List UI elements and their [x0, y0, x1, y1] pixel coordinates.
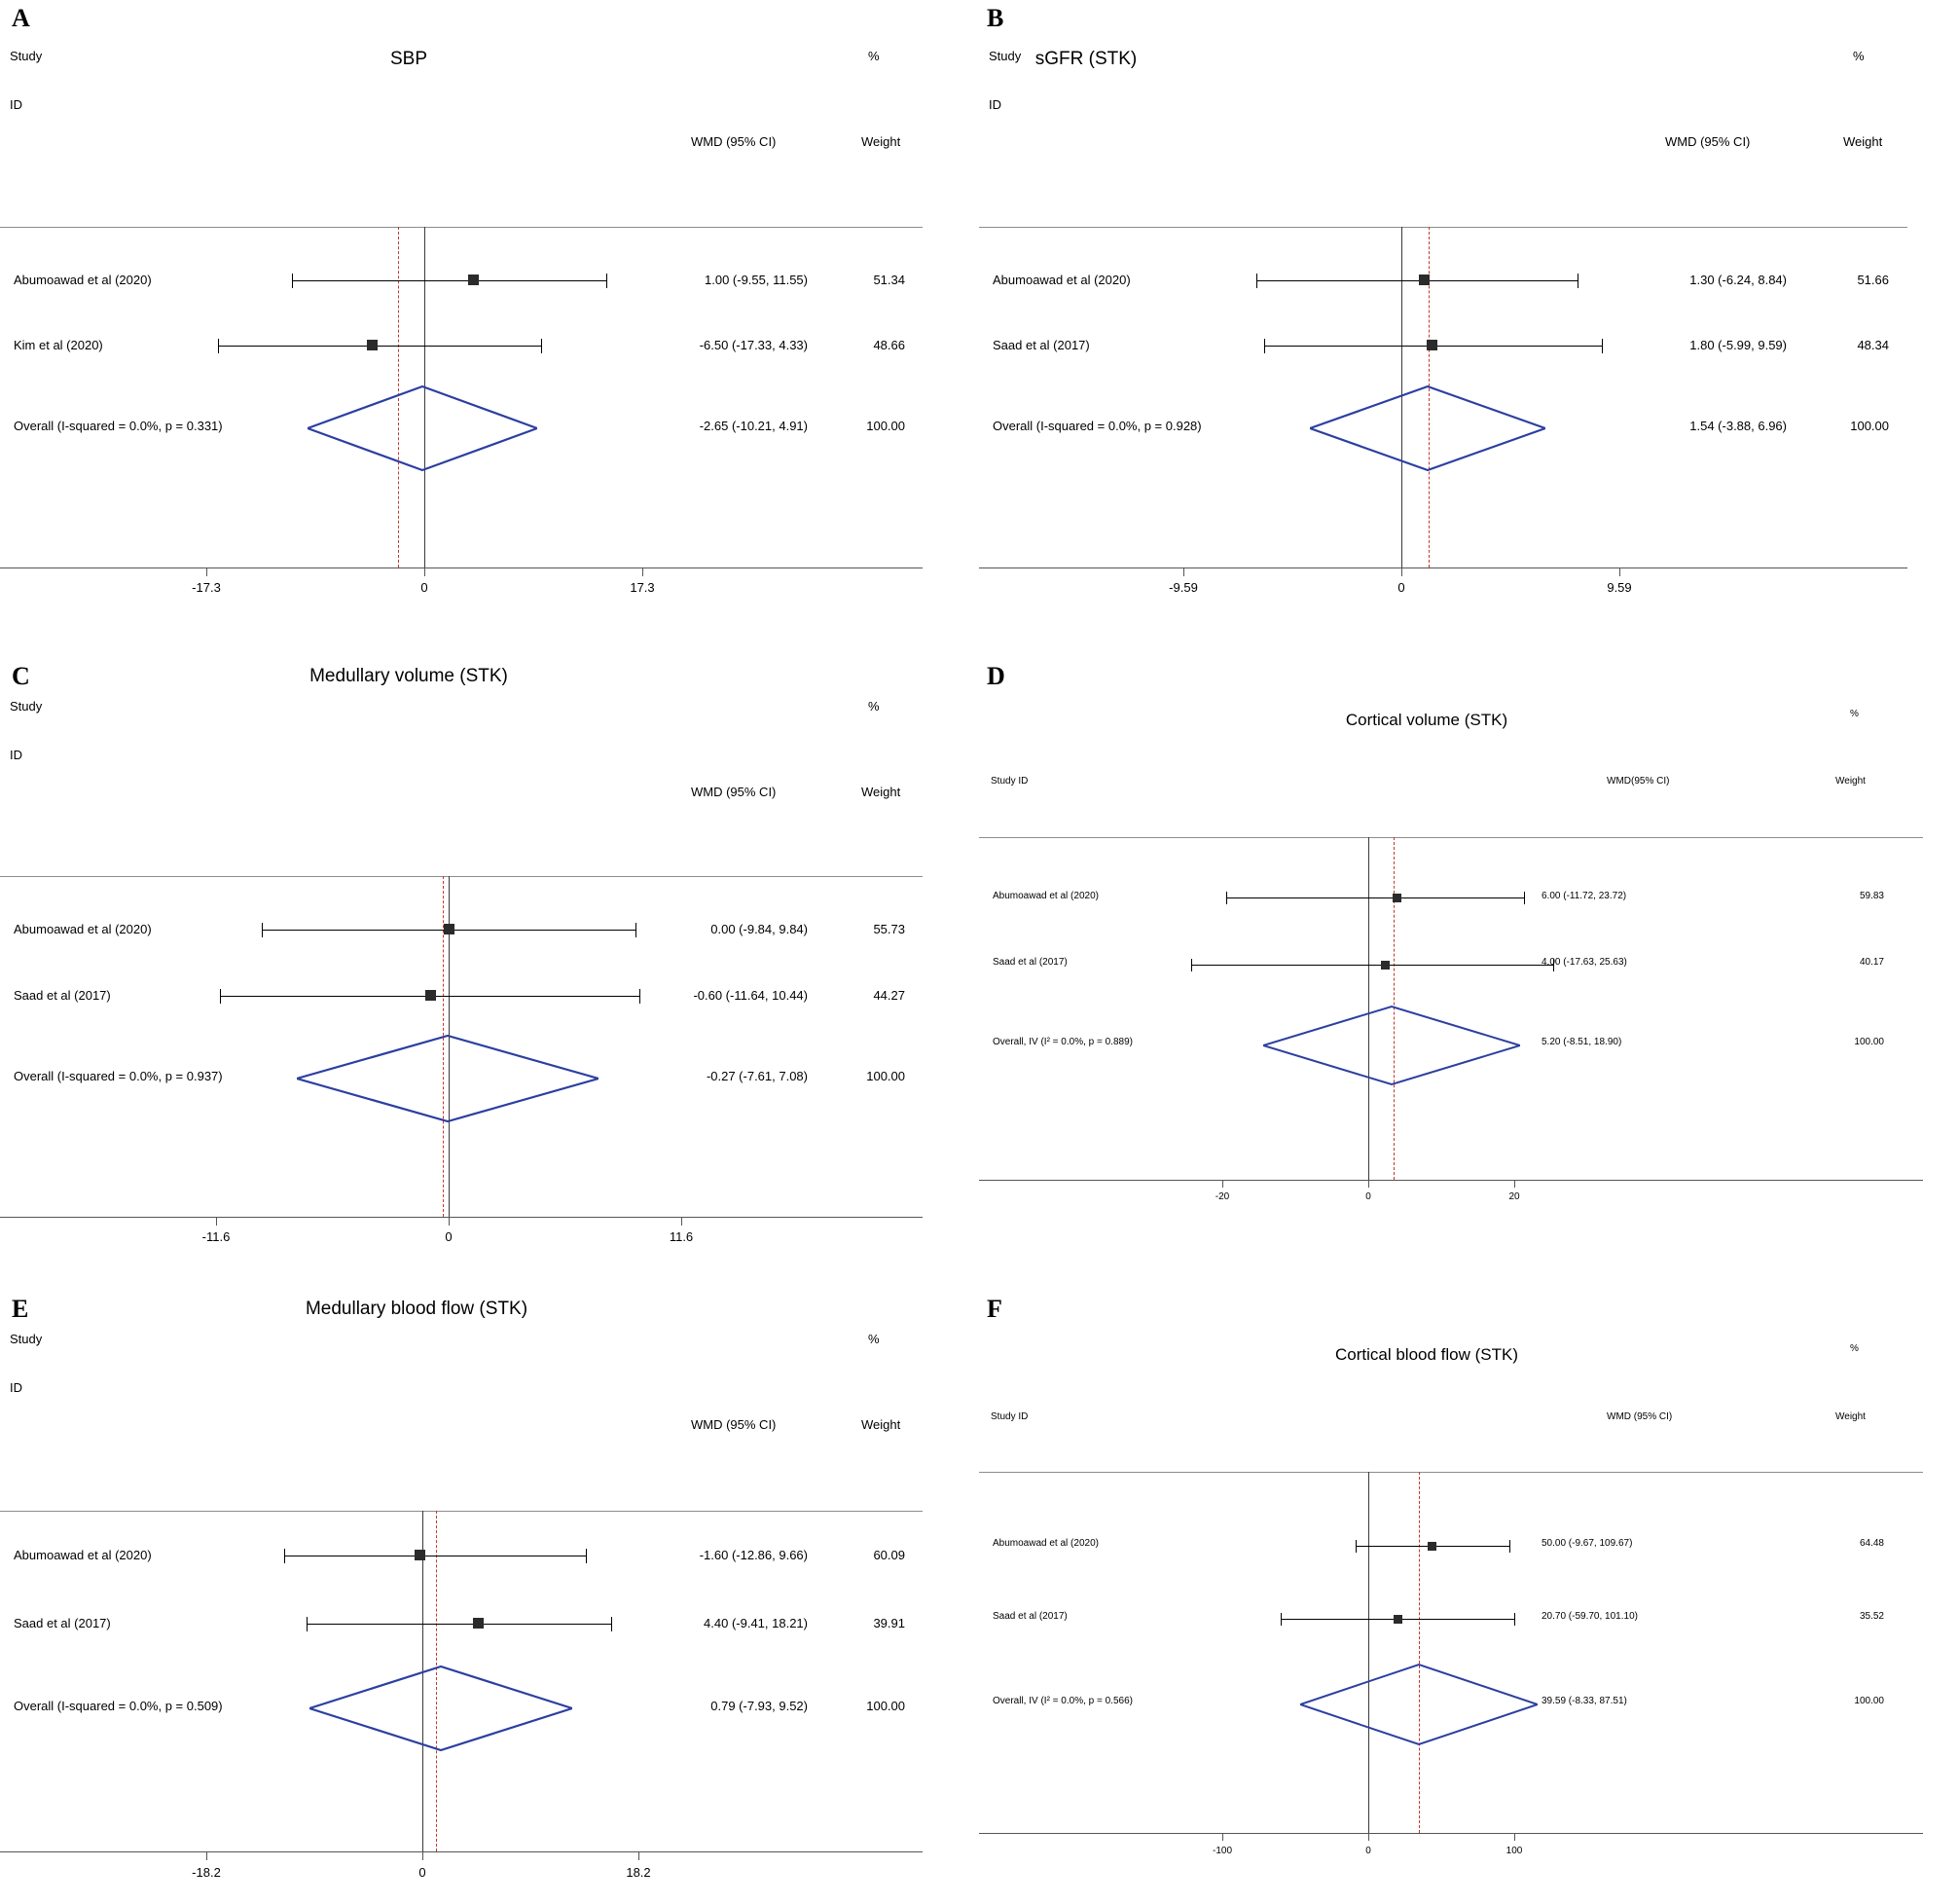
- panel-a-ci-line-1: [292, 280, 606, 281]
- panel-f-row-label-1: Abumoawad et al (2020): [993, 1538, 1099, 1549]
- panel-d-header-percent: %: [1850, 709, 1859, 719]
- panel-a-title: SBP: [389, 49, 428, 69]
- panel-a-overall-diamond: [308, 384, 537, 472]
- panel-d-ticklabel-2: 0: [1365, 1191, 1371, 1202]
- panel-f-header-weight: Weight: [1835, 1411, 1866, 1422]
- panel-a-ticklabel-2: 0: [420, 580, 428, 595]
- panel-a-ci-cap-left-1: [292, 274, 293, 288]
- panel-e: [0, 1256, 979, 1904]
- panel-b-ticklabel-2: 0: [1397, 580, 1405, 595]
- panel-c-ci-cap-left-2: [220, 989, 221, 1004]
- panel-e-row-weight-2: 39.91: [873, 1616, 905, 1630]
- panel-b-tick-1: [1183, 568, 1184, 576]
- panel-b-ticklabel-3: 9.59: [1607, 580, 1632, 595]
- panel-e-ticklabel-1: -18.2: [192, 1865, 221, 1880]
- panel-c-row-label-1: Abumoawad et al (2020): [14, 922, 152, 936]
- panel-d-axis-line: [979, 1180, 1923, 1181]
- panel-e-ci-line-2: [307, 1624, 611, 1625]
- panel-f-overall-label: Overall, IV (I² = 0.0%, p = 0.566): [993, 1696, 1133, 1706]
- panel-c-marker-1: [444, 924, 454, 934]
- panel-d-row-label-2: Saad et al (2017): [993, 957, 1068, 968]
- panel-e-ci-cap-left-1: [284, 1549, 285, 1563]
- panel-e-ticklabel-2: 0: [418, 1865, 426, 1880]
- panel-e-tick-2: [422, 1851, 423, 1860]
- panel-f-ci-cap-right-1: [1509, 1540, 1510, 1553]
- panel-d-marker-2: [1381, 961, 1390, 970]
- panel-f-title: Cortical blood flow (STK): [1334, 1345, 1518, 1364]
- panel-c-ticklabel-3: 11.6: [669, 1229, 694, 1244]
- panel-e-row-est-1: -1.60 (-12.86, 9.66): [699, 1548, 808, 1562]
- panel-c-top-rule: [0, 876, 923, 877]
- panel-d-marker-1: [1393, 894, 1401, 902]
- panel-d-header-est: WMD(95% CI): [1607, 776, 1670, 787]
- panel-f-ci-cap-right-2: [1514, 1613, 1515, 1626]
- panel-e-tick-1: [206, 1851, 207, 1860]
- panel-f-overall-est: 39.59 (-8.33, 87.51): [1542, 1696, 1627, 1706]
- panel-f: [979, 1256, 1959, 1904]
- panel-c-tick-1: [216, 1217, 217, 1226]
- panel-b-overall-est: 1.54 (-3.88, 6.96): [1689, 419, 1787, 433]
- panel-b-ticklabel-1: -9.59: [1169, 580, 1198, 595]
- panel-a-overall-label: Overall (I-squared = 0.0%, p = 0.331): [14, 419, 223, 433]
- panel-b-row-label-1: Abumoawad et al (2020): [993, 273, 1131, 287]
- panel-b-row-est-2: 1.80 (-5.99, 9.59): [1689, 338, 1787, 352]
- panel-b-ci-cap-left-1: [1256, 274, 1257, 288]
- panel-f-row-est-1: 50.00 (-9.67, 109.67): [1542, 1538, 1633, 1549]
- panel-b-row-weight-2: 48.34: [1857, 338, 1889, 352]
- panel-b-overall-diamond: [1310, 384, 1545, 472]
- panel-e-overall-est: 0.79 (-7.93, 9.52): [710, 1699, 808, 1713]
- panel-a-ci-cap-right-2: [541, 339, 542, 353]
- panel-f-ticklabel-2: 0: [1365, 1846, 1371, 1856]
- panel-b-header-est: WMD (95% CI): [1665, 134, 1751, 149]
- panel-b-marker-2: [1427, 340, 1437, 350]
- panel-a-row-weight-1: 51.34: [873, 273, 905, 287]
- panel-f-header-percent: %: [1850, 1343, 1859, 1354]
- panel-e-marker-1: [415, 1550, 425, 1560]
- panel-f-tick-1: [1222, 1833, 1223, 1841]
- panel-e-ci-cap-left-2: [307, 1617, 308, 1631]
- panel-d-ci-cap-left-2: [1191, 959, 1192, 971]
- panel-d: [979, 633, 1959, 1256]
- panel-d-overall-diamond: [1263, 1005, 1520, 1086]
- panel-c-title: Medullary volume (STK): [309, 666, 508, 686]
- panel-a-ticklabel-3: 17.3: [630, 580, 655, 595]
- panel-c-marker-2: [425, 990, 436, 1001]
- panel-e-header-est: WMD (95% CI): [691, 1417, 777, 1432]
- panel-e-ticklabel-3: 18.2: [626, 1865, 651, 1880]
- panel-c-header-study: Study: [10, 699, 43, 714]
- panel-a-row-label-1: Abumoawad et al (2020): [14, 273, 152, 287]
- panel-b: [979, 0, 1959, 613]
- panel-d-tick-1: [1222, 1180, 1223, 1188]
- panel-a-marker-2: [367, 340, 378, 350]
- panel-b-top-rule: [979, 227, 1907, 228]
- panel-a-header-est: WMD (95% CI): [691, 134, 777, 149]
- panel-c-header-weight: Weight: [861, 785, 901, 799]
- panel-d-overall-est: 5.20 (-8.51, 18.90): [1542, 1037, 1622, 1047]
- panel-f-ticklabel-1: -100: [1212, 1846, 1232, 1856]
- panel-d-ticklabel-3: 20: [1508, 1191, 1520, 1202]
- panel-c-overall-diamond: [297, 1034, 599, 1123]
- panel-a-row-est-2: -6.50 (-17.33, 4.33): [699, 338, 808, 352]
- panel-e-header-study: Study: [10, 1332, 43, 1346]
- panel-d-overall-label: Overall, IV (I² = 0.0%, p = 0.889): [993, 1037, 1133, 1047]
- panel-f-ci-cap-left-2: [1281, 1613, 1282, 1626]
- panel-a-tick-1: [206, 568, 207, 576]
- panel-b-overall-weight: 100.00: [1850, 419, 1889, 433]
- panel-c-ci-cap-left-1: [262, 923, 263, 937]
- panel-b-overall-label: Overall (I-squared = 0.0%, p = 0.928): [993, 419, 1202, 433]
- panel-d-top-rule: [979, 837, 1923, 838]
- panel-e-title: Medullary blood flow (STK): [305, 1299, 528, 1319]
- panel-c-header-percent: %: [868, 699, 880, 714]
- panel-e-overall-diamond: [309, 1665, 572, 1752]
- panel-c-letter: C: [12, 662, 30, 690]
- panel-a-header-study: Study: [10, 49, 43, 63]
- panel-e-header-id: ID: [10, 1380, 22, 1395]
- panel-d-row-weight-1: 59.83: [1859, 891, 1884, 901]
- panel-f-ticklabel-3: 100: [1506, 1846, 1523, 1856]
- panel-a-top-rule: [0, 227, 923, 228]
- panel-c-row-label-2: Saad et al (2017): [14, 988, 111, 1003]
- panel-e-marker-2: [473, 1618, 484, 1629]
- panel-c-overall-est: -0.27 (-7.61, 7.08): [706, 1069, 808, 1083]
- panel-a-header-percent: %: [868, 49, 880, 63]
- panel-f-overall-weight: 100.00: [1854, 1696, 1884, 1706]
- panel-b-row-weight-1: 51.66: [1857, 273, 1889, 287]
- panel-b-header-weight: Weight: [1843, 134, 1883, 149]
- panel-d-ci-line-1: [1226, 897, 1524, 898]
- panel-f-ci-cap-left-1: [1356, 1540, 1357, 1553]
- panel-d-row-label-1: Abumoawad et al (2020): [993, 891, 1099, 901]
- panel-f-axis-line: [979, 1833, 1923, 1834]
- panel-b-header-study: Study: [989, 49, 1022, 63]
- panel-d-ticklabel-1: -20: [1215, 1191, 1230, 1202]
- panel-c-row-weight-1: 55.73: [873, 922, 905, 936]
- panel-a-letter: A: [12, 4, 30, 32]
- panel-e-row-label-2: Saad et al (2017): [14, 1616, 111, 1630]
- panel-f-row-weight-2: 35.52: [1859, 1611, 1884, 1622]
- panel-c-row-weight-2: 44.27: [873, 988, 905, 1003]
- panel-a-overall-weight: 100.00: [866, 419, 905, 433]
- panel-b-marker-1: [1419, 275, 1430, 285]
- panel-a-row-est-1: 1.00 (-9.55, 11.55): [705, 273, 808, 287]
- panel-d-row-est-1: 6.00 (-11.72, 23.72): [1542, 891, 1627, 901]
- panel-d-row-est-2: 4.00 (-17.63, 25.63): [1542, 957, 1627, 968]
- panel-a-row-weight-2: 48.66: [873, 338, 905, 352]
- panel-f-top-rule: [979, 1472, 1923, 1473]
- panel-c-axis-line: [0, 1217, 923, 1218]
- panel-d-title: Cortical volume (STK): [1345, 711, 1508, 729]
- panel-c-header-est: WMD (95% CI): [691, 785, 777, 799]
- panel-f-header-study-id: Study ID: [991, 1411, 1029, 1422]
- panel-d-row-weight-2: 40.17: [1859, 957, 1884, 968]
- panel-a-marker-1: [468, 275, 479, 285]
- panel-d-letter: D: [987, 662, 1005, 690]
- panel-b-title: sGFR (STK): [1034, 49, 1138, 69]
- panel-f-tick-3: [1514, 1833, 1515, 1841]
- panel-d-ci-cap-right-1: [1524, 892, 1525, 904]
- panel-a-ticklabel-1: -17.3: [192, 580, 221, 595]
- panel-c-overall-label: Overall (I-squared = 0.0%, p = 0.937): [14, 1069, 223, 1083]
- panel-c-ticklabel-1: -11.6: [201, 1229, 231, 1244]
- panel-a-row-label-2: Kim et al (2020): [14, 338, 103, 352]
- panel-e-letter: E: [12, 1295, 29, 1323]
- panel-a-overall-est: -2.65 (-10.21, 4.91): [699, 419, 808, 433]
- panel-c-ticklabel-2: 0: [445, 1229, 453, 1244]
- panel-f-row-est-2: 20.70 (-59.70, 101.10): [1542, 1611, 1638, 1622]
- panel-d-ci-line-2: [1191, 965, 1553, 966]
- panel-c-row-est-2: -0.60 (-11.64, 10.44): [693, 988, 808, 1003]
- panel-e-tick-3: [638, 1851, 639, 1860]
- panel-e-overall-weight: 100.00: [866, 1699, 905, 1713]
- panel-e-row-weight-1: 60.09: [873, 1548, 905, 1562]
- panel-b-ci-cap-left-2: [1264, 339, 1265, 353]
- panel-c-tick-3: [681, 1217, 682, 1226]
- panel-b-tick-3: [1619, 568, 1620, 576]
- panel-c-row-est-1: 0.00 (-9.84, 9.84): [710, 922, 808, 936]
- panel-f-row-weight-1: 64.48: [1859, 1538, 1884, 1549]
- panel-f-tick-2: [1368, 1833, 1369, 1841]
- panel-a-header-id: ID: [10, 97, 22, 112]
- panel-b-tick-2: [1401, 568, 1402, 576]
- panel-b-ci-line-1: [1256, 280, 1578, 281]
- panel-f-pooled-line: [1419, 1472, 1420, 1833]
- panel-c-header-id: ID: [10, 748, 22, 762]
- panel-e-header-percent: %: [868, 1332, 880, 1346]
- panel-d-header-study-id: Study ID: [991, 776, 1029, 787]
- panel-d-header-weight: Weight: [1835, 776, 1866, 787]
- panel-f-header-est: WMD (95% CI): [1607, 1411, 1673, 1422]
- panel-e-overall-label: Overall (I-squared = 0.0%, p = 0.509): [14, 1699, 223, 1713]
- panel-b-row-label-2: Saad et al (2017): [993, 338, 1090, 352]
- panel-c: [0, 633, 979, 1256]
- panel-b-letter: B: [987, 4, 1004, 32]
- panel-a: [0, 0, 979, 613]
- panel-b-header-percent: %: [1853, 49, 1865, 63]
- panel-d-overall-weight: 100.00: [1854, 1037, 1884, 1047]
- panel-f-marker-2: [1394, 1615, 1402, 1624]
- panel-f-zero-line: [1368, 1472, 1369, 1833]
- panel-a-ci-cap-left-2: [218, 339, 219, 353]
- panel-a-tick-2: [424, 568, 425, 576]
- panel-f-marker-1: [1428, 1542, 1436, 1551]
- panel-d-ci-cap-left-1: [1226, 892, 1227, 904]
- panel-f-row-label-2: Saad et al (2017): [993, 1611, 1068, 1622]
- panel-e-top-rule: [0, 1511, 923, 1512]
- panel-a-header-weight: Weight: [861, 134, 901, 149]
- panel-a-tick-3: [642, 568, 643, 576]
- panel-b-row-est-1: 1.30 (-6.24, 8.84): [1689, 273, 1787, 287]
- panel-c-overall-weight: 100.00: [866, 1069, 905, 1083]
- panel-f-overall-diamond: [1300, 1663, 1538, 1746]
- panel-e-header-weight: Weight: [861, 1417, 901, 1432]
- panel-e-row-est-2: 4.40 (-9.41, 18.21): [704, 1616, 808, 1630]
- panel-d-tick-2: [1368, 1180, 1369, 1188]
- panel-c-tick-2: [449, 1217, 450, 1226]
- panel-f-letter: F: [987, 1295, 1002, 1323]
- panel-e-axis-line: [0, 1851, 923, 1852]
- panel-e-row-label-1: Abumoawad et al (2020): [14, 1548, 152, 1562]
- panel-b-header-id: ID: [989, 97, 1001, 112]
- panel-d-tick-3: [1514, 1180, 1515, 1188]
- panel-a-ci-line-2: [218, 346, 541, 347]
